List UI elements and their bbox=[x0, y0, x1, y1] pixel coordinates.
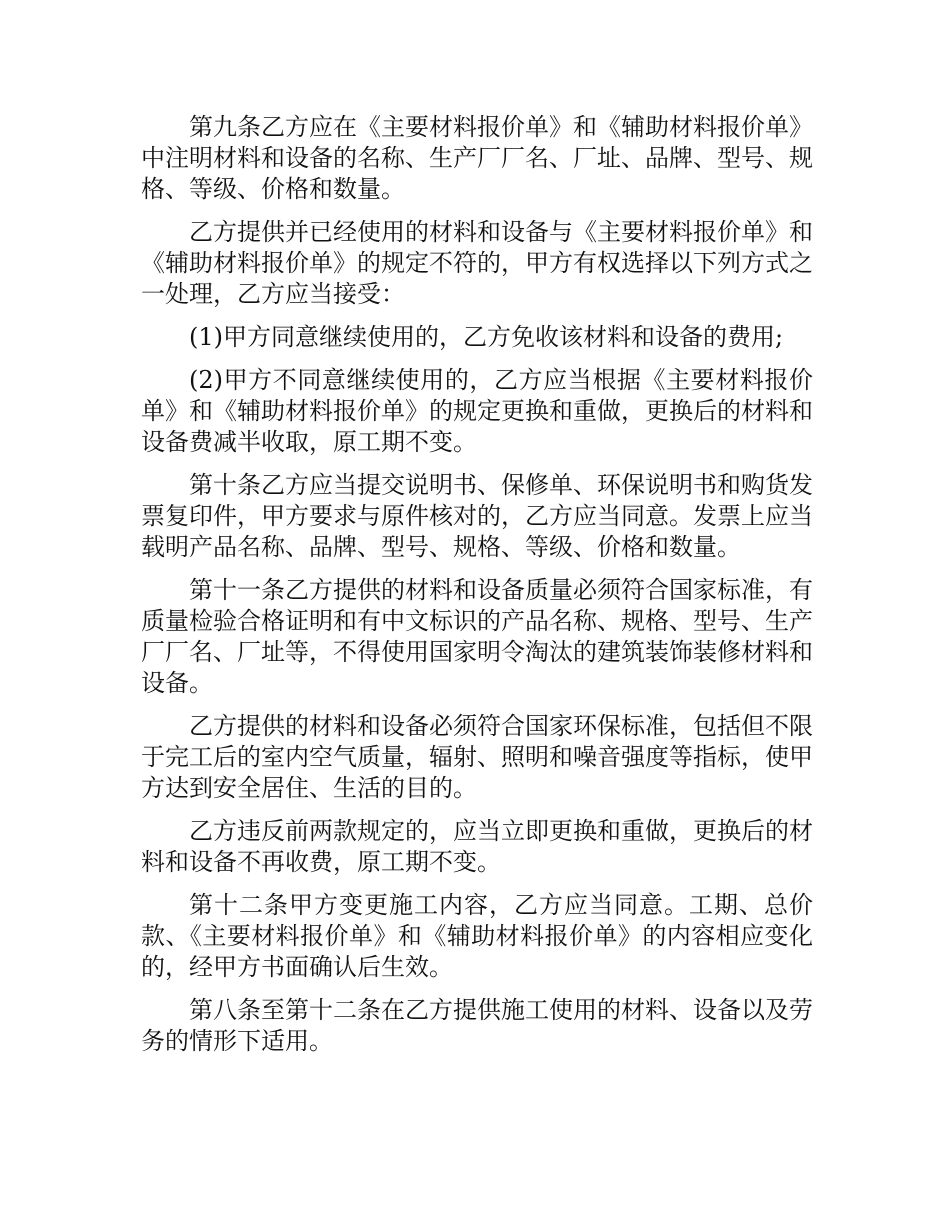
paragraph-article-11: 第十一条乙方提供的材料和设备质量必须符合国家标准，有质量检验合格证明和有中文标识的产品名称、规格、型号、生产厂厂名、厂址等，不得使用国家明令淘汰的建筑装饰装修材料和设备。 bbox=[141, 576, 813, 697]
paragraph-article-12: 第十二条甲方变更施工内容，乙方应当同意。工期、总价款、《主要材料报价单》和《辅助材料报价单》的内容相应变化的，经甲方书面确认后生效。 bbox=[141, 891, 813, 981]
paragraph-option-2: (2)甲方不同意继续使用的，乙方应当根据《主要材料报价单》和《辅助材料报价单》的规定更换和重做，更换后的材料和设备费减半收取，原工期不变。 bbox=[141, 366, 813, 456]
paragraph-environmental-standards: 乙方提供的材料和设备必须符合国家环保标准，包括但不限于完工后的室内空气质量，辐射、照明和噪音强度等指标，使甲方达到安全居住、生活的目的。 bbox=[141, 712, 813, 802]
paragraph-article-10: 第十条乙方应当提交说明书、保修单、环保说明书和购货发票复印件，甲方要求与原件核对的，乙方应当同意。发票上应当载明产品名称、品牌、型号、规格、等级、价格和数量。 bbox=[141, 471, 813, 561]
paragraph-violation-remedy: 乙方违反前两款规定的，应当立即更换和重做，更换后的材料和设备不再收费，原工期不变。 bbox=[141, 817, 813, 876]
document-body bbox=[141, 112, 813, 1069]
paragraph-article-9: 第九条乙方应在《主要材料报价单》和《辅助材料报价单》中注明材料和设备的名称、生产厂厂名、厂址、品牌、型号、规格、等级、价格和数量。 bbox=[141, 113, 813, 203]
paragraph-applicability: 第八条至第十二条在乙方提供施工使用的材料、设备以及劳务的情形下适用。 bbox=[141, 996, 813, 1055]
paragraph-nonconforming-materials: 乙方提供并已经使用的材料和设备与《主要材料报价单》和《辅助材料报价单》的规定不符的，甲方有权选择以下列方式之一处理，乙方应当接受： bbox=[141, 218, 813, 308]
paragraph-option-1: (1)甲方同意继续使用的，乙方免收该材料和设备的费用; bbox=[189, 323, 784, 351]
